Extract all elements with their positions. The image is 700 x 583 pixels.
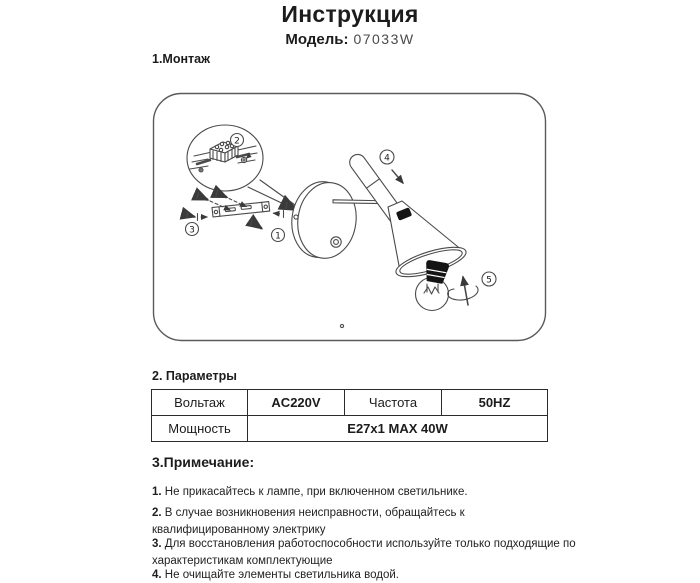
frequency-label: Частота	[345, 390, 442, 416]
note-text: В случае возникновения неисправности, обращайтесь к квалифицированному электрику	[152, 507, 465, 536]
table-row	[152, 390, 548, 416]
note-text: Для восстановления работоспособности используйте только подходящие по характеристикам комплектующие	[152, 538, 576, 567]
note-number: 2.	[152, 507, 162, 519]
section-heading-montage: 1.Монтаж	[152, 52, 210, 66]
note-item-3	[152, 536, 580, 570]
note-number: 4.	[152, 569, 162, 581]
note-text: Не очищайте элементы светильника водой.	[164, 569, 399, 581]
parameters-table	[151, 389, 548, 442]
note-item-2	[152, 505, 580, 539]
step-marker-1	[272, 229, 285, 242]
table-row	[152, 416, 548, 442]
note-text: Не прикасайтесь к лампе, при включенном светильнике.	[164, 486, 468, 498]
svg-text:4: 4	[384, 153, 390, 164]
page-title: Инструкция	[281, 1, 419, 27]
section-heading-notes: 3.Примечание:	[152, 454, 255, 470]
section-heading-params: 2. Параметры	[152, 369, 237, 383]
plate-edge-hole	[294, 215, 298, 219]
note-number: 1.	[152, 486, 162, 498]
frequency-value: 50HZ	[442, 390, 548, 416]
montage-diagram	[152, 92, 547, 342]
model-value: 07033W	[353, 31, 415, 47]
svg-text:3: 3	[189, 225, 195, 236]
model-label: Модель:	[285, 31, 349, 48]
power-value: E27x1 MAX 40W	[248, 416, 548, 442]
step-marker-2	[231, 134, 244, 147]
step-marker-3	[186, 223, 199, 236]
step-marker-4	[380, 150, 394, 164]
svg-text:1: 1	[275, 231, 281, 242]
svg-text:2: 2	[234, 136, 240, 147]
small-dot	[340, 324, 343, 327]
power-label: Мощность	[152, 416, 248, 442]
note-item-1	[152, 484, 580, 501]
voltage-label: Вольтаж	[152, 390, 248, 416]
svg-text:5: 5	[486, 275, 492, 286]
plate-screw	[331, 237, 341, 247]
model-line	[0, 31, 700, 49]
note-number: 3.	[152, 538, 162, 550]
step-marker-5	[482, 272, 496, 286]
note-item-4	[152, 567, 580, 583]
wall-lamp-assembly-drawing	[152, 92, 547, 342]
voltage-value: AC220V	[248, 390, 345, 416]
wiring-detail-callout	[187, 125, 263, 191]
